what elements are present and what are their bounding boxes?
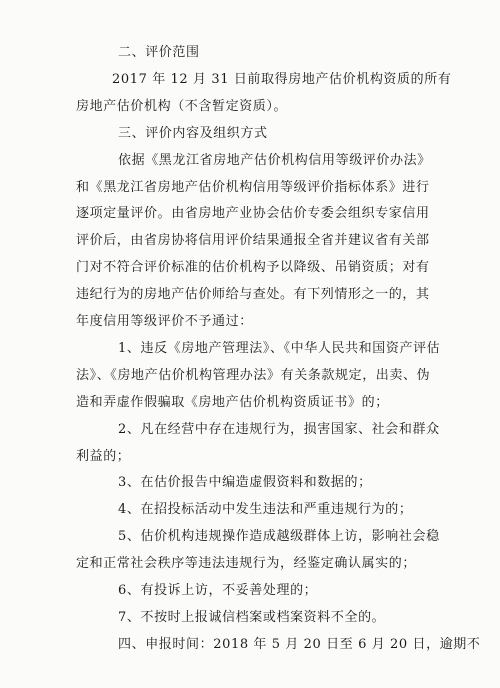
paragraph-line: 逐项定量评价。由省房地产业协会估价专委会组织专家信用 [76, 206, 430, 222]
list-item-2-cont: 利益的； [76, 448, 131, 464]
list-item-7: 7、不按时上报诚信档案或档案资料不全的。 [118, 609, 386, 625]
paragraph-line: 依据《黑龙江省房地产估价机构信用等级评价办法》 [118, 152, 431, 168]
list-item-6: 6、有投诉上访，不妥善处理的； [118, 583, 318, 598]
list-item-3: 3、在估价报告中编造虚假资料和数据的； [118, 475, 372, 491]
section-heading-time: 四、申报时间：2018 年 5 月 20 日至 6 月 20 日，逾期不 [118, 636, 481, 652]
paragraph-line: 门对不符合评价标准的估价机构予以降级、吊销资质；对有 [76, 260, 430, 276]
section-heading-scope: 二、评价范围 [118, 45, 200, 60]
list-item-5: 5、估价机构违规操作造成越级群体上访，影响社会稳 [118, 529, 440, 545]
list-item-1-cont: 造和弄虚作假骗取《房地产估价机构资质证书》的； [76, 394, 389, 410]
list-item-2: 2、凡在经营中存在违规行为，损害国家、社会和群众 [118, 421, 440, 437]
paragraph-line: 和《黑龙江省房地产估价机构信用等级评价指标体系》进行 [76, 179, 430, 195]
list-item-1-cont: 法》、《房地产估价机构管理办法》有关条款规定，出卖、伪 [76, 367, 431, 383]
paragraph-line: 2017 年 12 月 31 日前取得房地产估价机构资质的所有 [112, 71, 452, 87]
paragraph-line: 评价后，由省房协将信用评价结果通报全省并建议省有关部 [76, 233, 430, 249]
list-item-4: 4、在招投标活动中发生违法和严重违规行为的； [118, 502, 413, 518]
list-item-1: 1、违反《房地产管理法》、《中华人民共和国资产评估 [118, 340, 441, 356]
paragraph-line: 违纪行为的房地产估价师给与查处。有下列情形之一的，其 [76, 287, 430, 303]
list-item-5-cont: 定和正常社会秩序等违法违规行为，经鉴定确认属实的； [76, 556, 417, 572]
section-heading-content: 三、评价内容及组织方式 [118, 125, 268, 141]
paragraph-line: 房地产估价机构（不含暂定资质）。 [76, 98, 288, 114]
paragraph-line: 年度信用等级评价不予通过： [76, 314, 253, 329]
